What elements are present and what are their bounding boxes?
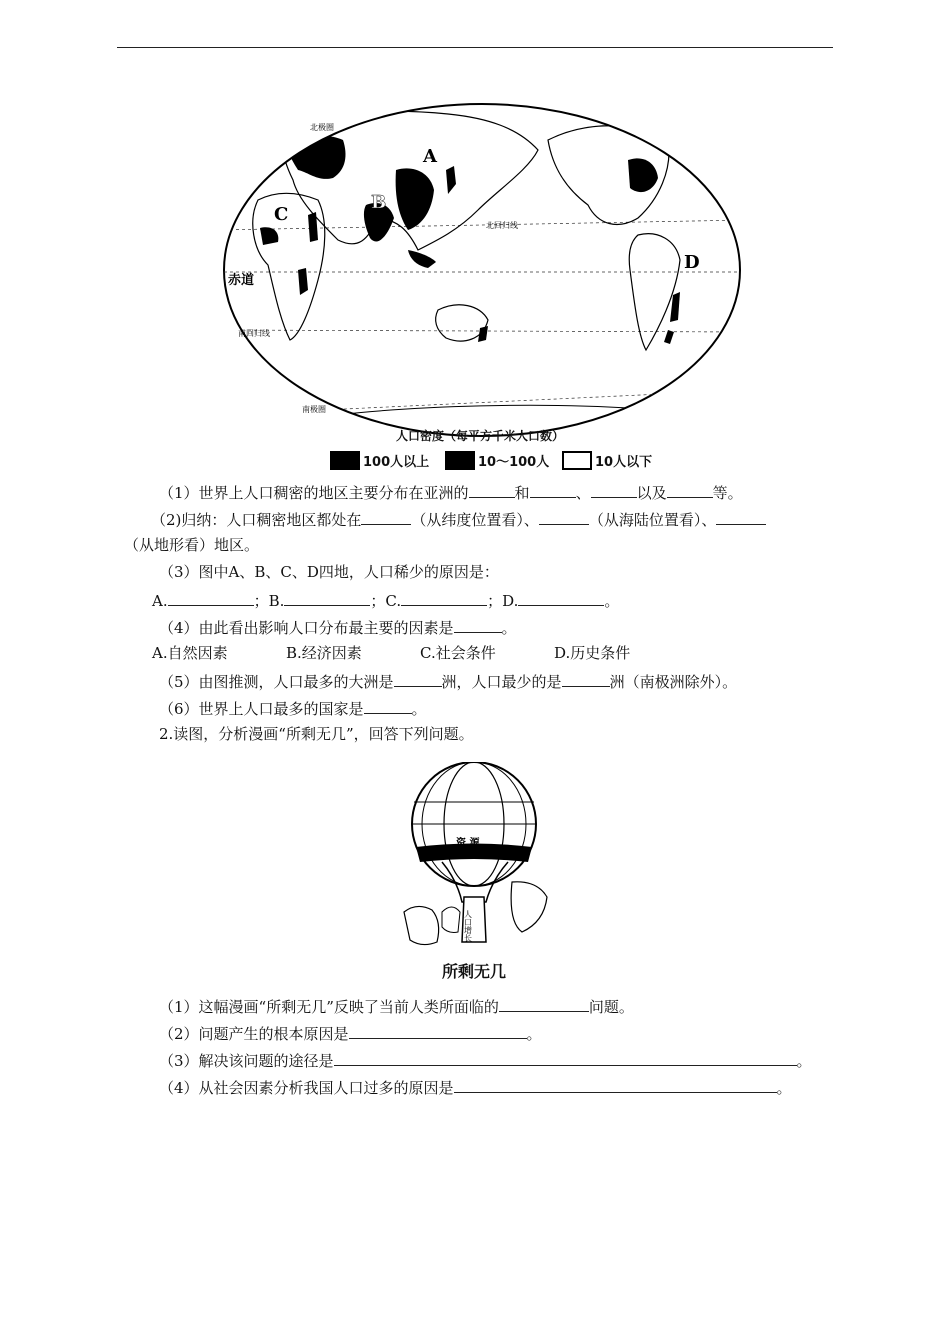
answer-blank[interactable] xyxy=(562,670,610,687)
legend-item-dense xyxy=(330,449,429,471)
cartoon-title: 所剩无几 xyxy=(442,962,507,981)
answer-blank[interactable] xyxy=(591,481,637,498)
legend-swatch-black xyxy=(330,451,360,470)
legend-label: 10～100人 xyxy=(478,454,550,470)
q2-line-4: （4）从社会因素分析我国人口过多的原因是 。 xyxy=(159,1076,792,1098)
map-label-tropic-capricorn: 南回归线 xyxy=(238,329,270,338)
answer-blank[interactable] xyxy=(349,1022,527,1039)
world-population-map xyxy=(218,100,746,475)
answer-blank[interactable] xyxy=(469,481,515,498)
map-label-equator: 赤道 xyxy=(228,273,255,288)
q1-line-4: （3）图中A、B、C、D四地，人口稀少的原因是： xyxy=(159,563,499,581)
answer-blank[interactable] xyxy=(539,508,589,525)
answer-blank[interactable] xyxy=(401,589,487,606)
option-b[interactable]: B.经济因素 xyxy=(286,644,362,662)
answer-blank[interactable] xyxy=(454,616,502,633)
answer-blank[interactable] xyxy=(530,481,576,498)
map-label-b: B xyxy=(371,192,387,213)
q1-line-3: （从地形看）地区。 xyxy=(124,536,260,554)
cartoon-population-label: 人口增长 xyxy=(463,910,473,942)
q1-line-9: （6）世界上人口最多的国家是 。 xyxy=(159,697,427,719)
answer-blank[interactable] xyxy=(667,481,713,498)
legend-swatch-white xyxy=(562,451,592,470)
q2-line-1: （1）这幅漫画“所剩无几”反映了当前人类所面临的 问题。 xyxy=(159,995,634,1017)
q2-line-3: （3）解决该问题的途径是 。 xyxy=(159,1049,812,1071)
q1-line-1: （1）世界上人口稠密的地区主要分布在亚洲的 和 、 以及 等。 xyxy=(159,481,743,503)
map-label-tropic-cancer: 北回归线 xyxy=(486,221,518,230)
q1-line-2: （2)归纳：人口稠密地区都处在 （从纬度位置看）、 （从海陆位置看）、 xyxy=(151,508,766,530)
map-label-arctic: 北极圈 xyxy=(310,123,334,132)
map-label-a: A xyxy=(423,146,437,167)
answer-blank[interactable] xyxy=(334,1049,797,1066)
answer-blank[interactable] xyxy=(454,1076,777,1093)
header-rule xyxy=(117,47,833,48)
map-label-c: C xyxy=(274,204,289,225)
answer-blank[interactable] xyxy=(518,589,604,606)
legend-label: 100人以上 xyxy=(363,454,430,470)
legend-item-sparse xyxy=(562,449,652,471)
option-a[interactable]: A.自然因素 xyxy=(152,644,228,662)
answer-blank[interactable] xyxy=(364,697,412,714)
q1-line-6: （4）由此看出影响人口分布最主要的因素是 。 xyxy=(159,616,517,638)
legend-label: 10人以下 xyxy=(595,454,653,470)
map-label-d: D xyxy=(684,252,700,273)
q1-line-8: （5）由图推测，人口最多的大洲是 洲，人口最少的是 洲（南极洲除外）。 xyxy=(159,670,737,692)
q2-line-2: （2）问题产生的根本原因是 。 xyxy=(159,1022,542,1044)
answer-blank[interactable] xyxy=(716,508,766,525)
option-c[interactable]: C.社会条件 xyxy=(420,644,496,662)
legend-item-medium xyxy=(445,449,549,471)
answer-blank[interactable] xyxy=(168,589,254,606)
option-d[interactable]: D.历史条件 xyxy=(554,644,631,662)
cartoon-illustration xyxy=(402,762,552,982)
answer-blank[interactable] xyxy=(394,670,442,687)
map-label-antarctic: 南极圈 xyxy=(302,405,326,414)
legend-swatch-black xyxy=(445,451,475,470)
answer-blank[interactable] xyxy=(361,508,411,525)
answer-blank[interactable] xyxy=(499,995,589,1012)
map-legend-title: 人口密度（每平方千米人口数） xyxy=(396,429,565,443)
q2-intro: 2.读图，分析漫画“所剩无几”，回答下列问题。 xyxy=(159,725,474,743)
q1-line-5: A. ；B. ；C. ；D. 。 xyxy=(152,589,619,611)
cartoon-resource-label: 资 源 xyxy=(456,838,480,849)
map-legend xyxy=(330,449,730,471)
answer-blank[interactable] xyxy=(284,589,370,606)
